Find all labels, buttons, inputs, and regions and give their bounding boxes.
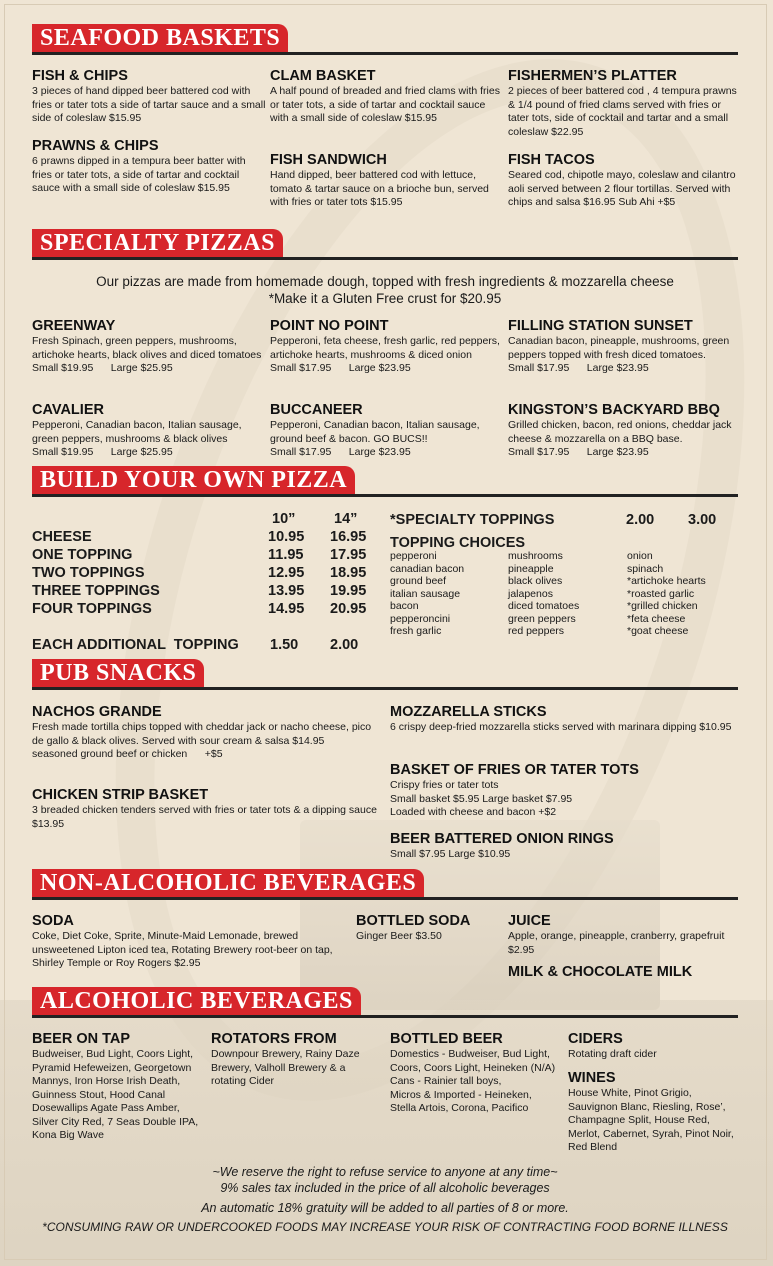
item-extra: seasoned ground beef or chicken +$5 bbox=[32, 748, 223, 760]
menu-item-beer-on-tap bbox=[32, 1031, 204, 1143]
item-desc: Ginger Beer $3.50 bbox=[356, 930, 442, 942]
topping: pepperoni bbox=[390, 550, 437, 562]
item-name: BEER BATTERED ONION RINGS bbox=[390, 831, 614, 847]
topping: pineapple bbox=[508, 562, 554, 575]
section-title-build: BUILD YOUR OWN PIZZA bbox=[32, 466, 355, 494]
row-large: 20.95 bbox=[330, 601, 367, 617]
item-price: Small $17.95 Large $23.95 bbox=[508, 446, 649, 458]
menu-item-fish-chips bbox=[32, 68, 267, 126]
topping: pepperoncini bbox=[390, 612, 451, 625]
price-row bbox=[32, 546, 392, 564]
row-label: FOUR TOPPINGS bbox=[32, 601, 152, 617]
row-large: 18.95 bbox=[330, 565, 367, 581]
row-label: TWO TOPPINGS bbox=[32, 565, 145, 581]
topping: diced tomatoes bbox=[508, 600, 580, 612]
topping: canadian bacon bbox=[390, 562, 465, 575]
item-desc: 3 pieces of hand dipped beer battered cod with fries or tater tots a side of tartar sauce and a small side of coleslaw $15.95 bbox=[32, 85, 266, 124]
item-desc: Seared cod, chipotle mayo, coleslaw and cilantro aoli served between 2 flour tortillas. Served with chips and salsa $16.95 Sub Ahi +$5 bbox=[508, 169, 736, 208]
item-desc: Pepperoni, feta cheese, fresh garlic, red peppers, artichoke hearts, mushrooms & diced onion bbox=[270, 335, 500, 361]
item-name: BASKET OF FRIES OR TATER TOTS bbox=[390, 762, 639, 778]
specialty-toppings-row bbox=[390, 511, 740, 529]
menu-item-buccaneer bbox=[270, 402, 500, 460]
item-price: Small $19.95 Large $25.95 bbox=[32, 362, 173, 374]
row-label: CHEESE bbox=[32, 529, 92, 545]
item-name: ROTATORS FROM bbox=[211, 1031, 337, 1047]
topping: *feta cheese bbox=[627, 612, 686, 625]
topping-column-1 bbox=[390, 550, 508, 638]
item-line: Crispy fries or tater tots bbox=[390, 779, 499, 791]
row-small: 12.95 bbox=[268, 565, 305, 581]
item-name: FISH & CHIPS bbox=[32, 68, 128, 84]
gluten-free-note: *Make it a Gluten Free crust for $20.95 bbox=[268, 291, 502, 306]
row-label: *SPECIALTY TOPPINGS bbox=[390, 512, 555, 528]
topping: spinach bbox=[627, 562, 664, 575]
item-name: FILLING STATION SUNSET bbox=[508, 318, 693, 334]
build-price-table bbox=[32, 528, 392, 618]
price-row bbox=[32, 564, 392, 582]
item-name: CLAM BASKET bbox=[270, 68, 376, 84]
row-large: 2.00 bbox=[330, 637, 359, 653]
item-name: PRAWNS & CHIPS bbox=[32, 138, 159, 154]
menu-item-point-no-point bbox=[270, 318, 500, 376]
topping: black olives bbox=[508, 575, 563, 587]
topping: bacon bbox=[390, 600, 419, 612]
section-title-nonalc: NON-ALCOHOLIC BEVERAGES bbox=[32, 869, 424, 897]
menu-item-onion-rings bbox=[390, 831, 740, 862]
topping: *grilled chicken bbox=[627, 600, 698, 612]
item-name: BOTTLED BEER bbox=[390, 1031, 503, 1047]
size-header-small: 10” bbox=[272, 511, 296, 527]
item-name: BOTTLED SODA bbox=[356, 913, 471, 929]
item-name: BEER ON TAP bbox=[32, 1031, 131, 1047]
footer-gratuity-note: An automatic 18% gratuity will be added to all parties of 8 or more. bbox=[201, 1201, 569, 1215]
item-desc: Cans - Rainier tall boys, bbox=[390, 1075, 502, 1087]
menu-item-cavalier bbox=[32, 402, 267, 460]
topping: *roasted garlic bbox=[627, 587, 695, 600]
menu-item-soda bbox=[32, 913, 342, 971]
section-rule bbox=[32, 52, 738, 55]
price-row bbox=[32, 528, 392, 546]
menu-item-rotators bbox=[211, 1031, 383, 1089]
topping: green peppers bbox=[508, 612, 576, 625]
section-rule bbox=[32, 687, 738, 690]
item-desc: 6 crispy deep-fried mozzarella sticks served with marinara dipping $10.95 bbox=[390, 721, 732, 733]
section-rule bbox=[32, 494, 738, 497]
item-name: FISH SANDWICH bbox=[270, 152, 387, 168]
topping: *goat cheese bbox=[627, 625, 689, 637]
pizza-intro: Our pizzas are made from homemade dough, topped with fresh ingredients & mozzarella cheese bbox=[96, 274, 674, 289]
item-name: KINGSTON’S BACKYARD BBQ bbox=[508, 402, 720, 418]
item-name: CHICKEN STRIP BASKET bbox=[32, 787, 209, 803]
item-name: NACHOS GRANDE bbox=[32, 704, 162, 720]
item-desc: 2 pieces of beer battered cod , 4 tempura prawns & 1/4 pound of fried clams served with fries or tater tots, side of cocktail and tartar and a small coleslaw $22.95 bbox=[508, 85, 737, 138]
menu-item-filling-station-sunset bbox=[508, 318, 740, 376]
topping: red peppers bbox=[508, 625, 565, 637]
menu-item-wines bbox=[568, 1070, 740, 1155]
row-large: 17.95 bbox=[330, 547, 367, 563]
size-header-large: 14” bbox=[334, 511, 358, 527]
item-desc: Hand dipped, beer battered cod with lettuce, tomato & tartar sauce on a brioche bun, served with fries or tater tots $15.95 bbox=[270, 169, 489, 208]
item-desc: Downpour Brewery, Rainy Daze Brewery, Valholl Brewery & a rotating Cider bbox=[211, 1048, 360, 1087]
row-small: 2.00 bbox=[626, 512, 655, 528]
menu-item-fish-tacos bbox=[508, 152, 740, 210]
item-desc: Fresh Spinach, green peppers, mushrooms, artichoke hearts, black olives and diced tomatoes bbox=[32, 335, 262, 361]
menu-item-bottled-beer bbox=[390, 1031, 560, 1116]
item-line: Small basket $5.95 Large basket $7.95 bbox=[390, 792, 573, 805]
row-label: THREE TOPPINGS bbox=[32, 583, 160, 599]
footer-food-warning: *CONSUMING RAW OR UNDERCOOKED FOODS MAY INCREASE YOUR RISK OF CONTRACTING FOOD BORNE ILLNESS bbox=[42, 1220, 728, 1234]
menu-item-nachos bbox=[32, 704, 377, 762]
topping: mushrooms bbox=[508, 550, 563, 562]
row-small: 13.95 bbox=[268, 583, 305, 599]
item-name: FISH TACOS bbox=[508, 152, 595, 168]
section-rule bbox=[32, 897, 738, 900]
item-desc: 3 breaded chicken tenders served with fries or tater tots & a dipping sauce $13.95 bbox=[32, 804, 377, 830]
topping-column-2 bbox=[508, 550, 626, 638]
item-name: FISHERMEN’S PLATTER bbox=[508, 68, 677, 84]
item-name: CAVALIER bbox=[32, 402, 104, 418]
item-desc: Grilled chicken, bacon, red onions, cheddar jack cheese & mozzarella on a BBQ base. bbox=[508, 419, 732, 445]
row-large: 19.95 bbox=[330, 583, 367, 599]
menu-item-kingstons-bbq bbox=[508, 402, 740, 460]
item-name: GREENWAY bbox=[32, 318, 116, 334]
row-large: 3.00 bbox=[688, 512, 717, 528]
menu-item-bottled-soda bbox=[356, 913, 501, 944]
item-desc: 6 prawns dipped in a tempura beer batter with fries or tater tots, a side of tartar and cocktail sauce with a small side of coleslaw $15.95 bbox=[32, 155, 246, 194]
topping: fresh garlic bbox=[390, 625, 442, 637]
item-desc: A half pound of breaded and fried clams with fries or tater tots, a side of tartar and cocktail sauce with a small side of coleslaw $15.95 bbox=[270, 85, 500, 124]
item-name: WINES bbox=[568, 1070, 616, 1086]
section-title-seafood: SEAFOOD BASKETS bbox=[32, 24, 288, 52]
item-desc: Pepperoni, Canadian bacon, Italian sausage, ground beef & bacon. GO BUCS!! bbox=[270, 419, 480, 445]
topping: onion bbox=[627, 550, 653, 562]
item-desc: House White, Pinot Grigio, Sauvignon Blanc, Riesling, Rose’, Champagne Split, House Red, Merlot, Cabernet, Syrah, Pinot Noir, Red Blend bbox=[568, 1087, 734, 1153]
item-desc: Fresh made tortilla chips topped with cheddar jack or nacho cheese, pico de gallo & black olives. Served with sour cream & salsa $14.95 bbox=[32, 721, 372, 747]
row-label: ONE TOPPING bbox=[32, 547, 133, 563]
menu-item-clam-basket bbox=[270, 68, 500, 126]
item-price: Small $19.95 Large $25.95 bbox=[32, 446, 173, 458]
item-desc: Rotating draft cider bbox=[568, 1048, 657, 1060]
row-large: 16.95 bbox=[330, 529, 367, 545]
topping: ground beef bbox=[390, 575, 447, 587]
section-title-pub: PUB SNACKS bbox=[32, 659, 204, 687]
row-label: EACH ADDITIONAL TOPPING bbox=[32, 637, 239, 653]
row-small: 14.95 bbox=[268, 601, 305, 617]
section-title-pizzas: SPECIALTY PIZZAS bbox=[32, 229, 283, 257]
menu-item-mozzarella-sticks bbox=[390, 704, 740, 735]
menu-item-fries-tots bbox=[390, 762, 740, 820]
row-small: 11.95 bbox=[268, 547, 304, 563]
item-name: CIDERS bbox=[568, 1031, 623, 1047]
item-name: MILK & CHOCOLATE MILK bbox=[508, 964, 693, 980]
menu-item-chicken-strips bbox=[32, 787, 377, 831]
item-line: Loaded with cheese and bacon +$2 bbox=[390, 806, 557, 818]
menu-item-fishermens-platter bbox=[508, 68, 740, 139]
item-desc: Apple, orange, pineapple, cranberry, grapefruit $2.95 bbox=[508, 930, 725, 956]
row-small: 10.95 bbox=[268, 529, 305, 545]
item-desc: Pepperoni, Canadian bacon, Italian sausage, green peppers, mushrooms & black olives bbox=[32, 419, 242, 445]
menu-item-juice bbox=[508, 913, 740, 957]
item-name: MOZZARELLA STICKS bbox=[390, 704, 547, 720]
item-desc: Coke, Diet Coke, Sprite, Minute-Maid Lemonade, brewed unsweetened Lipton iced tea, Rotating Brewery root-beer on tap, Shirley Temple or Roy Rogers $2.95 bbox=[32, 930, 333, 969]
topping-choices-title: TOPPING CHOICES bbox=[390, 535, 526, 551]
item-name: JUICE bbox=[508, 913, 551, 929]
item-name: BUCCANEER bbox=[270, 402, 363, 418]
item-desc: Domestics - Budweiser, Bud Light, Coors, Coors Light, Heineken (N/A) bbox=[390, 1048, 556, 1074]
footer-tax-note: 9% sales tax included in the price of all alcoholic beverages bbox=[220, 1181, 550, 1195]
section-title-alc: ALCOHOLIC BEVERAGES bbox=[32, 987, 361, 1015]
item-price: Small $17.95 Large $23.95 bbox=[270, 362, 411, 374]
topping: jalapenos bbox=[508, 587, 553, 600]
section-rule bbox=[32, 1015, 738, 1018]
menu-item-ciders bbox=[568, 1031, 740, 1062]
menu-item-greenway bbox=[32, 318, 267, 376]
price-row bbox=[32, 582, 392, 600]
item-desc: Small $7.95 Large $10.95 bbox=[390, 848, 511, 860]
item-desc: Budweiser, Bud Light, Coors Light, Pyramid Hefeweizen, Georgetown Mannys, Iron Horse Irish Death, Guinness Stout, Hood Canal Dosewallips Agate Pass Amber, Silver City Red, 7 Seas Double IPA, Kona Big Wave bbox=[32, 1048, 199, 1141]
menu-item-fish-sandwich bbox=[270, 152, 500, 210]
menu-item-prawns-chips bbox=[32, 138, 267, 196]
menu-item-milk bbox=[508, 964, 740, 981]
additional-topping-row bbox=[32, 636, 392, 654]
price-row bbox=[32, 600, 392, 618]
section-rule bbox=[32, 257, 738, 260]
item-desc: Micros & Imported - Heineken, Stella Artois, Corona, Pacifico bbox=[390, 1088, 532, 1114]
item-name: SODA bbox=[32, 913, 74, 929]
row-small: 1.50 bbox=[270, 637, 299, 653]
item-price: Small $17.95 Large $23.95 bbox=[270, 446, 411, 458]
footer-refuse-service: ~We reserve the right to refuse service to anyone at any time~ bbox=[212, 1165, 558, 1179]
item-name: POINT NO POINT bbox=[270, 318, 389, 334]
topping: italian sausage bbox=[390, 587, 461, 600]
item-desc: Canadian bacon, pineapple, mushrooms, green peppers topped with fresh diced tomatoes. bbox=[508, 335, 730, 361]
topping-column-3 bbox=[627, 550, 740, 638]
topping: *artichoke hearts bbox=[627, 575, 706, 587]
item-price: Small $17.95 Large $23.95 bbox=[508, 362, 649, 374]
